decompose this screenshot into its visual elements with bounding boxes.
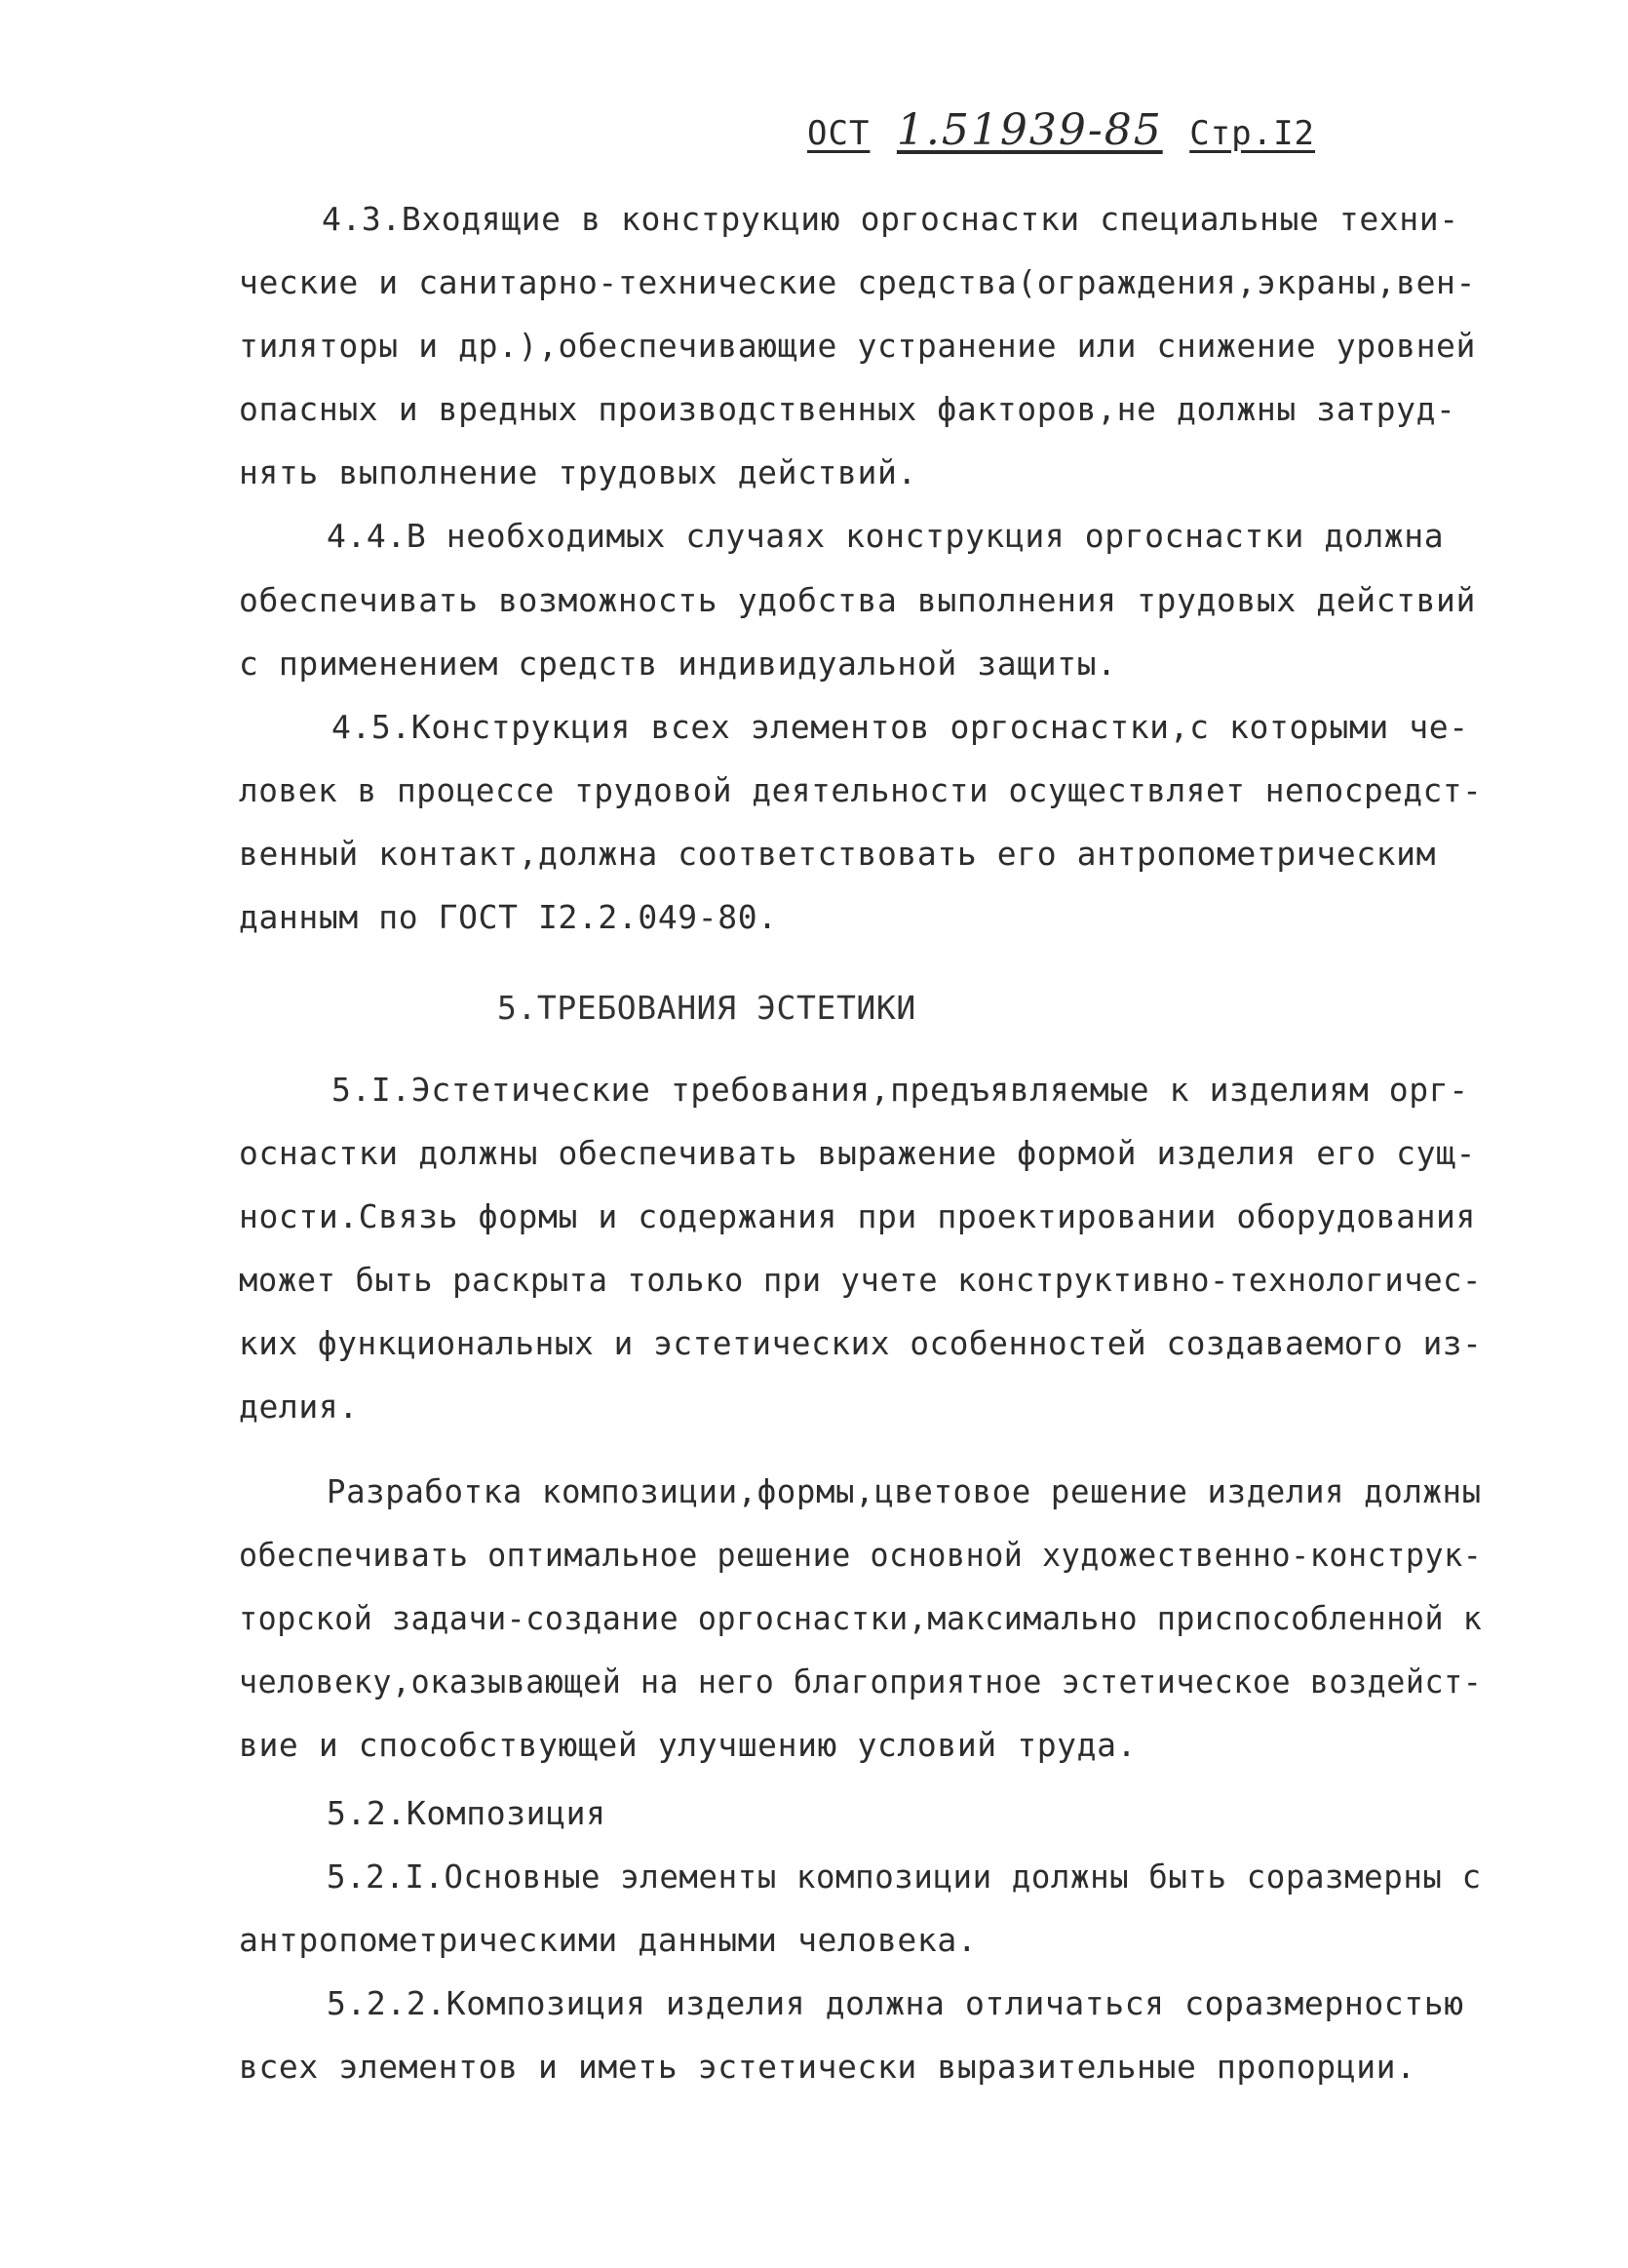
p51-line-2: оснастки должны обеспечивать выражение формой изделия его сущ- xyxy=(239,1134,1476,1172)
h52-heading: 5.2.Композиция xyxy=(327,1794,606,1832)
page-header xyxy=(807,105,1315,155)
p51-line-6: делия. xyxy=(239,1388,359,1426)
p51b-line-2: обеспечивать оптимальное решение основной художественно-конструк- xyxy=(239,1536,1483,1574)
standard-prefix: ОСТ xyxy=(807,114,871,153)
p522-line-1: 5.2.2.Композиция изделия должна отличаться соразмерностью xyxy=(327,1984,1464,2022)
p51-line-1: 5.I.Эстетические требования,предъявляемые к изделиям орг- xyxy=(331,1071,1469,1109)
p521-line-2: антропометрическими данными человека. xyxy=(239,1921,978,1959)
p45-line-3: венный контакт,должна соответствовать его антропометрическим xyxy=(239,835,1437,873)
p522-line-2: всех элементов и иметь эстетически выразительные пропорции. xyxy=(239,2048,1416,2086)
standard-number: 1.51939-85 xyxy=(896,105,1163,155)
p45-line-4: данным по ГОСТ I2.2.049-80. xyxy=(239,898,778,936)
p45-line-1: 4.5.Конструкция всех элементов оргоснастки,с которыми че- xyxy=(331,708,1469,746)
p51b-line-1: Разработка композиции,формы,цветовое решение изделия должны xyxy=(327,1472,1482,1510)
p521-line-1: 5.2.I.Основные элементы композиции должны быть соразмерны с xyxy=(327,1857,1482,1896)
p51-line-5: ких функциональных и эстетических особенностей создаваемого из- xyxy=(239,1324,1483,1362)
p43-line-1: 4.3.Входящие в конструкцию оргоснастки специальные техни- xyxy=(322,200,1459,238)
p51-line-3: ности.Связь формы и содержания при проектировании оборудования xyxy=(239,1197,1476,1235)
p51b-line-4: человеку,оказывающей на него благоприятное эстетическое воздейст- xyxy=(239,1662,1483,1701)
p44-line-2: обеспечивать возможность удобства выполнения трудовых действий xyxy=(239,581,1476,619)
p43-line-2: ческие и санитарно-технические средства(ограждения,экраны,вен- xyxy=(239,263,1476,301)
p51b-line-5: вие и способствующей улучшению условий труда. xyxy=(239,1726,1138,1764)
p43-line-5: нять выполнение трудовых действий. xyxy=(239,453,917,491)
p45-line-2: ловек в процессе трудовой деятельности осуществляет непосредст- xyxy=(239,771,1483,809)
section-5-heading: 5.ТРЕБОВАНИЯ ЭСТЕТИКИ xyxy=(497,989,916,1027)
p51-line-4: может быть раскрыта только при учете конструктивно-технологичес- xyxy=(239,1261,1482,1299)
p44-line-1: 4.4.В необходимых случаях конструкция оргоснастки должна xyxy=(327,517,1445,555)
p44-line-3: с применением средств индивидуальной защиты. xyxy=(239,645,1117,683)
p43-line-4: опасных и вредных производственных факторов,не должны затруд- xyxy=(239,390,1456,428)
page-number: Стр.I2 xyxy=(1189,114,1316,153)
p43-line-3: тиляторы и др.),обеспечивающие устранение или снижение уровней xyxy=(239,327,1476,365)
p51b-line-3: торской задачи-создание оргоснастки,максимально приспособленной к xyxy=(239,1599,1483,1637)
